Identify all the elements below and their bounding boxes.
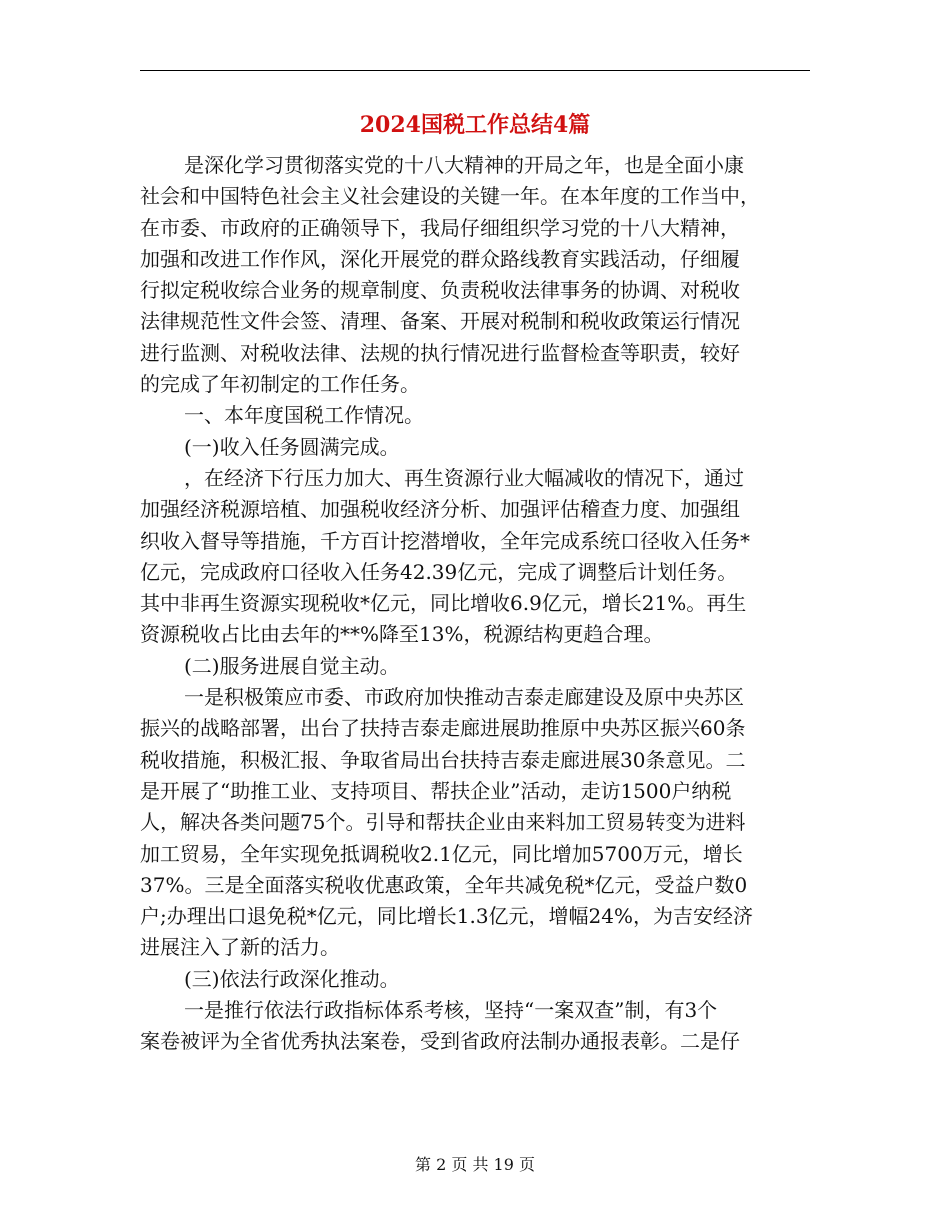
body-line: 进展注入了新的活力。 [140,935,340,960]
body-line: 一是推行依法行政指标体系考核，坚持“一案双查”制，有3个 [184,998,718,1023]
section-heading: 一、本年度国税工作情况。 [184,403,424,428]
document-body [140,150,810,1058]
body-line: 一是积极策应市委、市政府加快推动吉泰走廊建设及原中央苏区 [184,685,744,710]
body-line: 加工贸易，全年实现免抵调税收2.1亿元，同比增加5700万元，增长 [140,841,743,866]
body-line: 进行监测、对税收法律、法规的执行情况进行监督检查等职责，较好 [140,340,740,365]
body-line: 振兴的战略部署，出台了扶持吉泰走廊进展助推原中央苏区振兴60条 [140,716,746,741]
body-line: 户;办理出口退免税*亿元，同比增长1.3亿元，增幅24%，为吉安经济 [140,904,753,929]
body-line: 是开展了“助推工业、支持项目、帮扶企业”活动，走访1500户纳税 [140,778,732,803]
subsection-heading: (二)服务进展自觉主动。 [184,653,400,678]
body-line: 亿元，完成政府口径收入任务42.39亿元，完成了调整后计划任务。 [140,559,738,584]
body-line: ，在经济下行压力加大、再生资源行业大幅减收的情况下，通过 [184,465,744,490]
body-line: 的完成了年初制定的工作任务。 [140,372,420,397]
body-line: 加强经济税源培植、加强税收经济分析、加强评估稽查力度、加强组 [140,497,740,522]
body-line: 织收入督导等措施，千方百计挖潜增收，全年完成系统口径收入任务* [140,528,750,553]
page-number: 第 2 页 共 19 页 [415,1155,535,1174]
body-line: 是深化学习贯彻落实党的十八大精神的开局之年，也是全面小康 [184,153,744,177]
body-line: 人，解决各类问题75个。引导和帮扶企业由来料加工贸易转变为进料 [140,810,746,835]
body-line: 其中非再生资源实现税收*亿元，同比增收6.9亿元，增长21%。再生 [140,591,747,616]
body-line: 税收措施，积极汇报、争取省局出台扶持吉泰走廊进展30条意见。二 [140,747,746,772]
subsection-heading: (一)收入任务圆满完成。 [184,434,400,459]
body-line: 案卷被评为全省优秀执法案卷，受到省政府法制办通报表彰。二是仔 [140,1029,740,1054]
document-title: 2024国税工作总结4篇 [359,112,591,138]
subsection-heading: (三)依法行政深化推动。 [184,966,400,991]
body-line: 在市委、市政府的正确领导下，我局仔细组织学习党的十八大精神， [140,215,740,240]
body-line: 加强和改进工作作风，深化开展党的群众路线教育实践活动，仔细履 [140,246,740,271]
body-line: 行拟定税收综合业务的规章制度、负责税收法律事务的协调、对税收 [140,278,740,303]
body-line: 法律规范性文件会签、清理、备案、开展对税制和税收政策运行情况 [140,309,740,334]
header-rule [140,70,810,71]
body-line: 资源税收占比由去年的**%降至13%，税源结构更趋合理。 [140,622,664,647]
body-line: 社会和中国特色社会主义社会建设的关键一年。在本年度的工作当中， [140,184,760,209]
body-line: 37%。三是全面落实税收优惠政策，全年共减免税*亿元，受益户数0 [140,872,748,897]
